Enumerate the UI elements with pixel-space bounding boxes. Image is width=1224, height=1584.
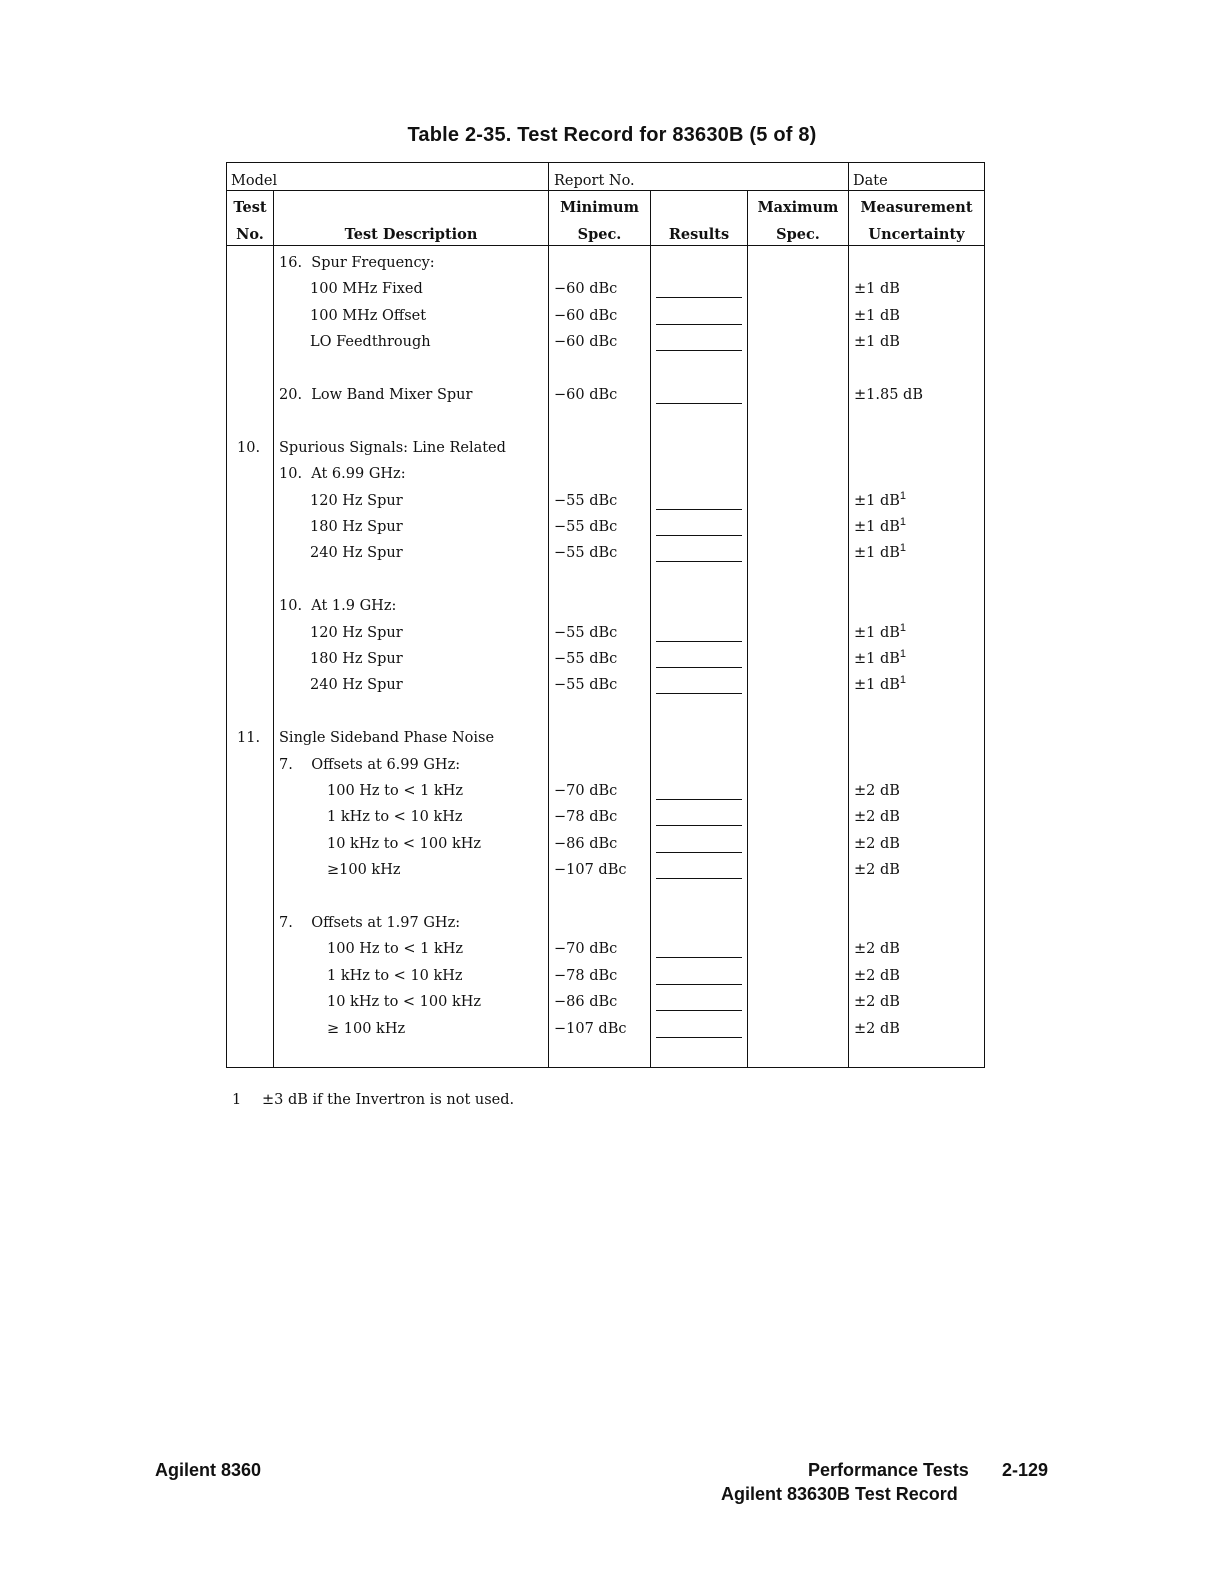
footnote-reference: 1 [899, 648, 907, 660]
minimum-spec-header-line1: Minimum [560, 199, 639, 216]
result-entry-blank[interactable] [656, 667, 742, 668]
test-description: Spurious Signals: Line Related [279, 440, 506, 456]
uncertainty-text: ±1 dB [854, 545, 900, 561]
result-entry-blank[interactable] [656, 641, 742, 642]
minimum-spec-value: −55 dBc [554, 493, 618, 509]
result-entry-blank[interactable] [656, 1010, 742, 1011]
col-divider-max [848, 163, 849, 1067]
footnote-reference: 1 [899, 542, 907, 554]
test-description: 100 Hz to < 1 kHz [327, 783, 464, 799]
header-row-divider [227, 190, 984, 191]
result-entry-blank[interactable] [656, 403, 742, 404]
test-description: LO Feedthrough [310, 334, 431, 350]
uncertainty-header-line1: Measurement [860, 199, 973, 216]
measurement-uncertainty-value [854, 861, 900, 879]
table-title: Table 2-35. Test Record for 83630B (5 of 8) [407, 124, 817, 146]
test-description: 10 kHz to < 100 kHz [327, 836, 482, 852]
test-description: 10. At 6.99 GHz: [279, 466, 406, 482]
footnote-reference: 1 [899, 490, 907, 502]
footnote [232, 1092, 514, 1108]
col-divider-testno [273, 191, 274, 1067]
test-number: 10. [237, 440, 261, 456]
footer-page-number: 2-129 [1002, 1460, 1049, 1480]
uncertainty-text: ±2 dB [854, 836, 900, 852]
maximum-spec-header-line1: Maximum [757, 199, 839, 216]
minimum-spec-value: −107 dBc [554, 1021, 627, 1037]
footer-left: Agilent 8360 [155, 1460, 262, 1480]
result-entry-blank[interactable] [656, 324, 742, 325]
result-entry-blank[interactable] [656, 799, 742, 800]
result-entry-blank[interactable] [656, 878, 742, 879]
measurement-uncertainty-value [854, 676, 906, 694]
test-description: 100 MHz Fixed [310, 281, 423, 297]
uncertainty-text: ±2 dB [854, 783, 900, 799]
minimum-spec-value: −60 dBc [554, 308, 618, 324]
measurement-uncertainty-value [854, 492, 906, 510]
minimum-spec-value: −60 dBc [554, 387, 618, 403]
measurement-uncertainty-value [854, 386, 923, 404]
measurement-uncertainty-value [854, 518, 906, 536]
test-description: 7. Offsets at 1.97 GHz: [279, 915, 461, 931]
test-description: 120 Hz Spur [310, 625, 403, 641]
result-entry-blank[interactable] [656, 852, 742, 853]
test-description-header: Test Description [344, 226, 478, 243]
measurement-uncertainty-value [854, 993, 900, 1011]
measurement-uncertainty-value [854, 544, 906, 562]
uncertainty-text: ±2 dB [854, 1021, 900, 1037]
minimum-spec-value: −86 dBc [554, 836, 618, 852]
footnote-text: ±3 dB if the Invertron is not used. [262, 1092, 515, 1108]
minimum-spec-value: −55 dBc [554, 651, 618, 667]
uncertainty-text: ±2 dB [854, 994, 900, 1010]
test-description: 1 kHz to < 10 kHz [327, 968, 463, 984]
measurement-uncertainty-value [854, 333, 900, 351]
measurement-uncertainty-value [854, 835, 900, 853]
results-header: Results [668, 226, 730, 243]
uncertainty-text: ±2 dB [854, 862, 900, 878]
minimum-spec-value: −78 dBc [554, 968, 618, 984]
uncertainty-text: ±1 dB [854, 308, 900, 324]
report-no-label: Report No. [554, 173, 635, 189]
uncertainty-text: ±1 dB [854, 281, 900, 297]
minimum-spec-value: −60 dBc [554, 334, 618, 350]
minimum-spec-value: −55 dBc [554, 625, 618, 641]
result-entry-blank[interactable] [656, 297, 742, 298]
minimum-spec-value: −78 dBc [554, 809, 618, 825]
uncertainty-text: ±1 dB [854, 493, 900, 509]
uncertainty-text: ±2 dB [854, 968, 900, 984]
footnote-reference: 1 [899, 622, 907, 634]
minimum-spec-value: −70 dBc [554, 783, 618, 799]
uncertainty-text: ±2 dB [854, 809, 900, 825]
test-record-table [226, 162, 985, 1068]
result-entry-blank[interactable] [656, 693, 742, 694]
footer-section: Performance Tests [808, 1460, 969, 1480]
result-entry-blank[interactable] [656, 957, 742, 958]
footer-subtitle: Agilent 83630B Test Record [721, 1484, 958, 1504]
test-description: 16. Spur Frequency: [279, 255, 435, 271]
test-description: Single Sideband Phase Noise [279, 730, 495, 746]
test-description: 10. At 1.9 GHz: [279, 598, 397, 614]
minimum-spec-value: −60 dBc [554, 281, 618, 297]
result-entry-blank[interactable] [656, 984, 742, 985]
uncertainty-text: ±2 dB [854, 941, 900, 957]
test-description: 10 kHz to < 100 kHz [327, 994, 482, 1010]
test-no-header-line2: No. [236, 226, 264, 243]
uncertainty-text: ±1 dB [854, 519, 900, 535]
col-divider-min [650, 191, 651, 1067]
test-description: 240 Hz Spur [310, 545, 403, 561]
col-divider-desc [548, 163, 549, 1067]
test-description: 240 Hz Spur [310, 677, 403, 693]
result-entry-blank[interactable] [656, 535, 742, 536]
result-entry-blank[interactable] [656, 509, 742, 510]
test-description: ≥100 kHz [327, 862, 401, 878]
result-entry-blank[interactable] [656, 825, 742, 826]
measurement-uncertainty-value [854, 280, 900, 298]
minimum-spec-value: −86 dBc [554, 994, 618, 1010]
footnote-mark: 1 [232, 1092, 242, 1108]
uncertainty-text: ±1 dB [854, 677, 900, 693]
uncertainty-text: ±1 dB [854, 625, 900, 641]
uncertainty-text: ±1.85 dB [854, 387, 923, 403]
test-no-header-line1: Test [233, 199, 267, 216]
uncertainty-header-line2: Uncertainty [868, 226, 965, 243]
test-description: 7. Offsets at 6.99 GHz: [279, 757, 461, 773]
model-label: Model [231, 173, 278, 189]
result-entry-blank[interactable] [656, 561, 742, 562]
measurement-uncertainty-value [854, 967, 900, 985]
footnote-reference: 1 [899, 674, 907, 686]
minimum-spec-header-line2: Spec. [577, 226, 622, 243]
measurement-uncertainty-value [854, 808, 900, 826]
measurement-uncertainty-value [854, 307, 900, 325]
test-description: 20. Low Band Mixer Spur [279, 387, 473, 403]
minimum-spec-value: −55 dBc [554, 545, 618, 561]
result-entry-blank[interactable] [656, 1037, 742, 1038]
maximum-spec-header-line2: Spec. [776, 226, 820, 243]
uncertainty-text: ±1 dB [854, 651, 900, 667]
test-description: 100 Hz to < 1 kHz [327, 941, 464, 957]
test-description: ≥ 100 kHz [327, 1021, 406, 1037]
minimum-spec-value: −107 dBc [554, 862, 627, 878]
minimum-spec-value: −70 dBc [554, 941, 618, 957]
test-description: 180 Hz Spur [310, 651, 403, 667]
test-description: 100 MHz Offset [310, 308, 427, 324]
test-description: 180 Hz Spur [310, 519, 403, 535]
uncertainty-text: ±1 dB [854, 334, 900, 350]
measurement-uncertainty-value [854, 1020, 900, 1038]
measurement-uncertainty-value [854, 624, 906, 642]
col-divider-results [747, 191, 748, 1067]
date-label: Date [853, 173, 888, 189]
footnote-reference: 1 [899, 516, 907, 528]
test-number: 11. [237, 730, 261, 746]
test-description: 120 Hz Spur [310, 493, 403, 509]
measurement-uncertainty-value [854, 650, 906, 668]
test-description: 1 kHz to < 10 kHz [327, 809, 463, 825]
minimum-spec-value: −55 dBc [554, 677, 618, 693]
header-bottom-divider [227, 245, 984, 246]
minimum-spec-value: −55 dBc [554, 519, 618, 535]
measurement-uncertainty-value [854, 782, 900, 800]
measurement-uncertainty-value [854, 940, 900, 958]
result-entry-blank[interactable] [656, 350, 742, 351]
